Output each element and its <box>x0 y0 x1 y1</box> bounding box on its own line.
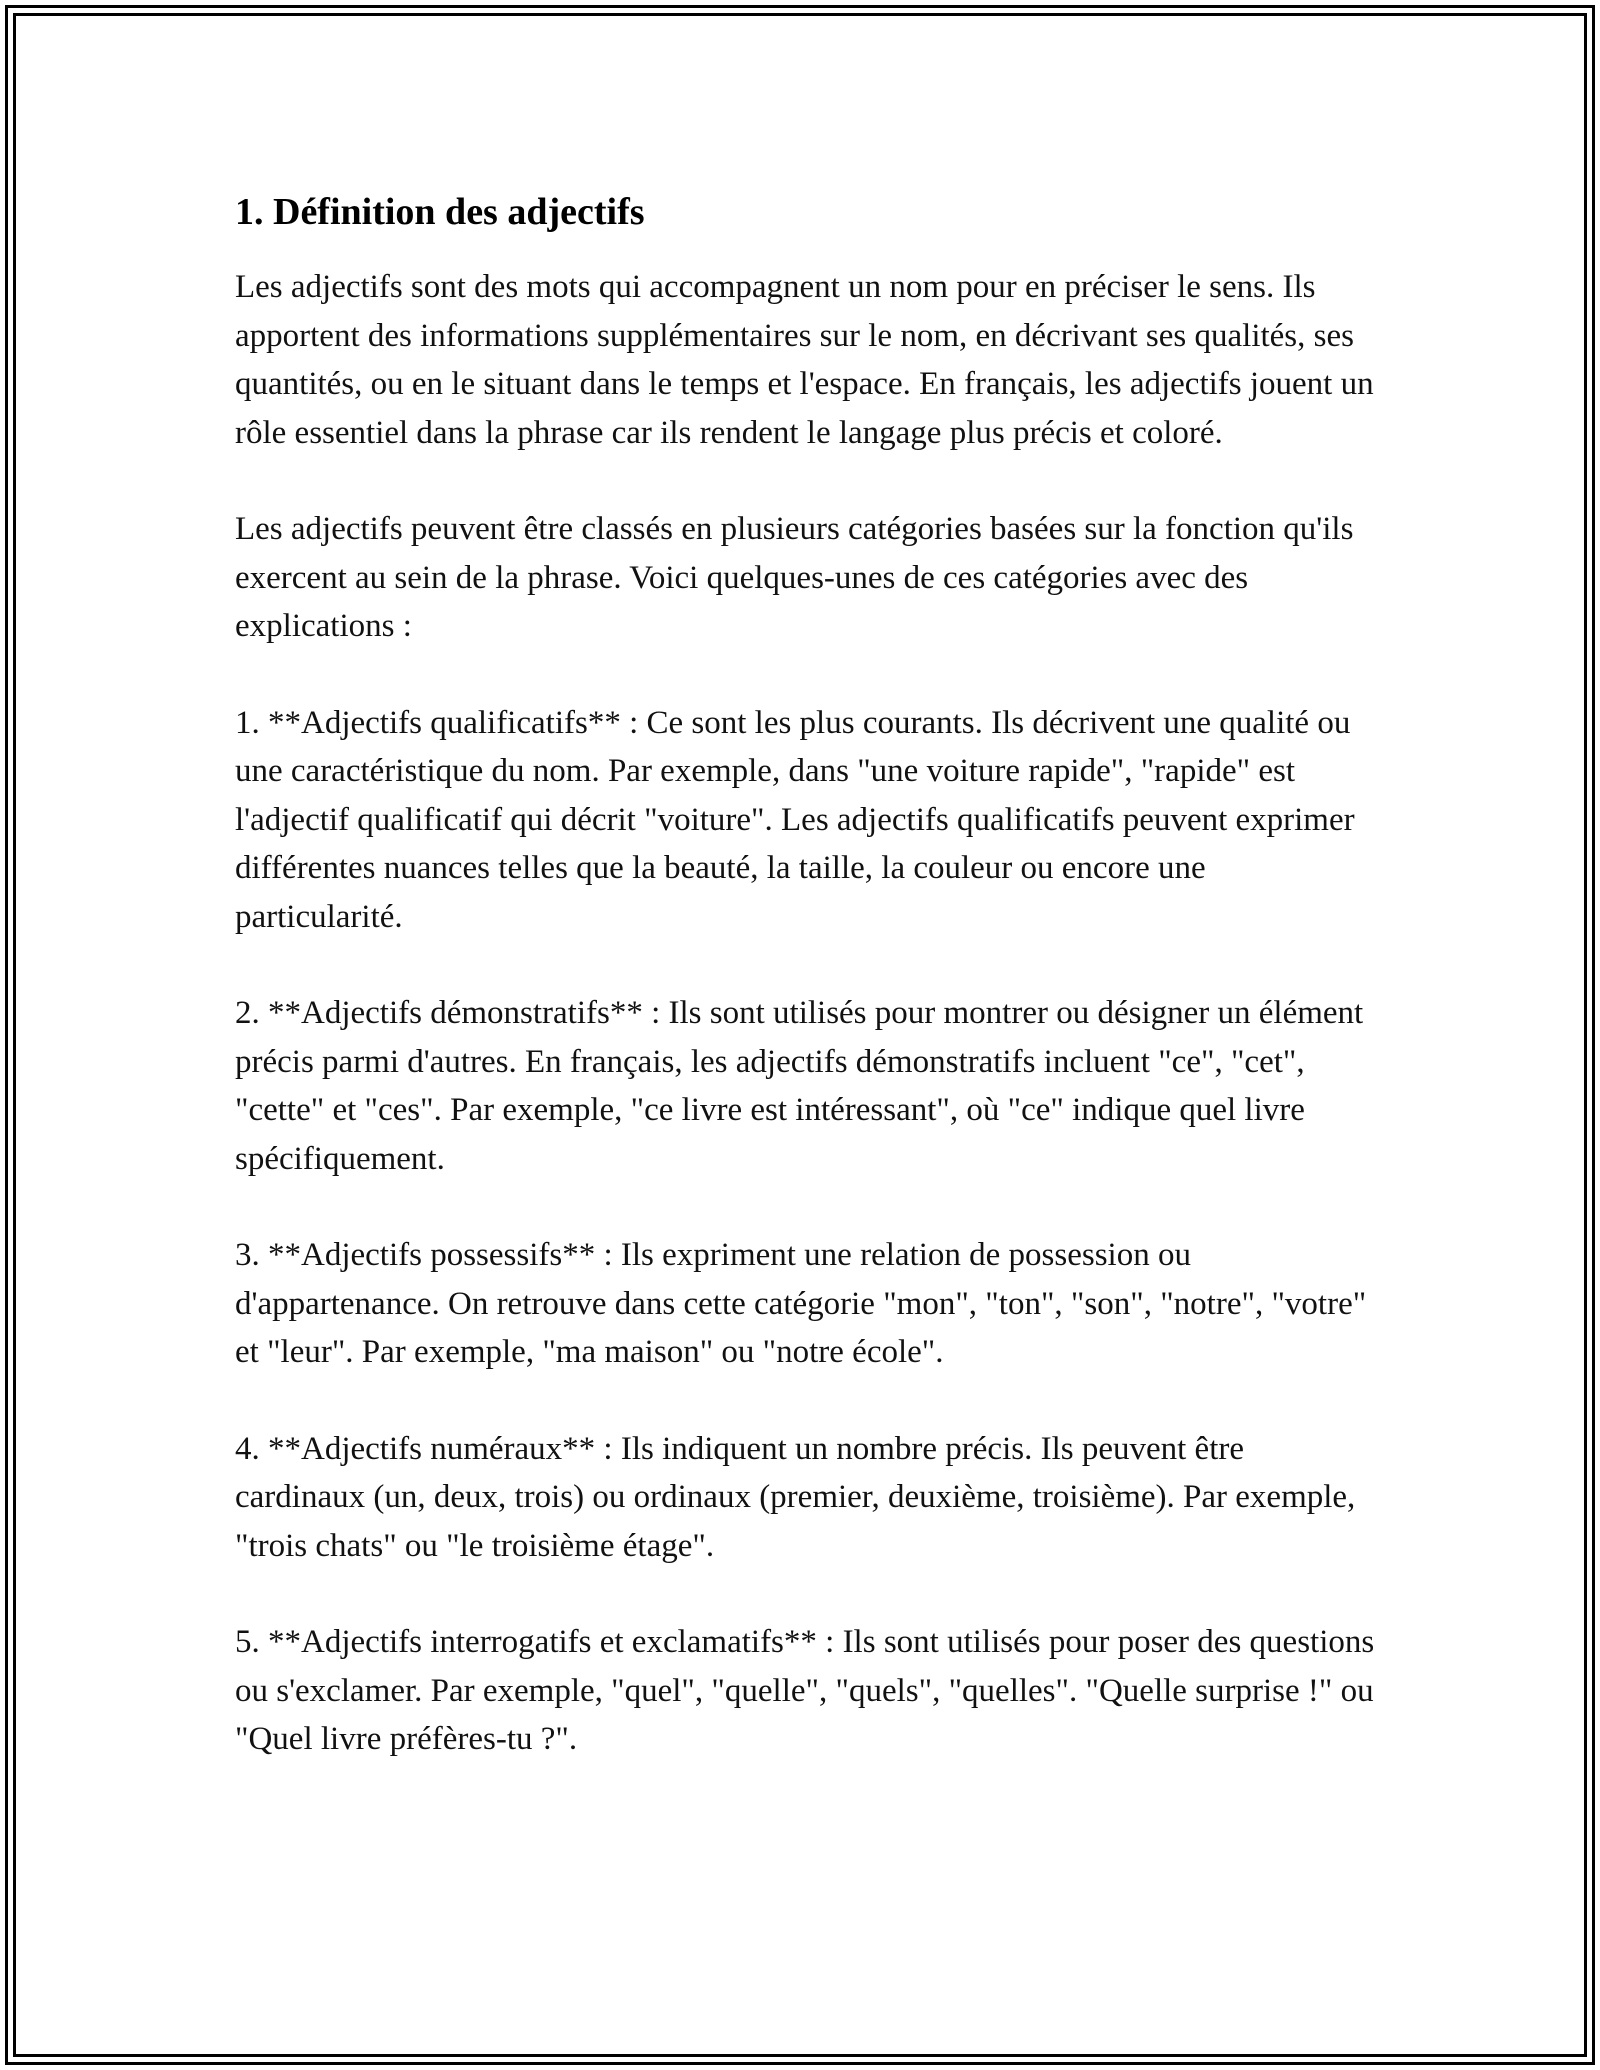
paragraph-categories-intro: Les adjectifs peuvent être classés en plusieurs catégories basées sur la fonction qu'ils exercent au sein de la phrase. Voici quelques-unes de ces catégories avec des explications : <box>235 511 1354 644</box>
paragraph-demonstratifs: 2. **Adjectifs démonstratifs** : Ils sont utilisés pour montrer ou désigner un élément précis parmi d'autres. En français, les adjectifs démonstratifs incluent "ce", "cet", "cette" et "ces". Par exemple, "ce livre est intéressant", où "ce" indique quel livre spécifiquement. <box>235 995 1364 1177</box>
paragraph-numeraux: 4. **Adjectifs numéraux** : Ils indiquent un nombre précis. Ils peuvent être cardinaux (un, deux, trois) ou ordinaux (premier, deuxième, troisième). Par exemple, "trois chats" ou "le troisième étage". <box>235 1430 1356 1564</box>
paragraph-possessifs: 3. **Adjectifs possessifs** : Ils expriment une relation de possession ou d'appartenance. On retrouve dans cette catégorie "mon", "ton", "son", "notre", "votre" et "leur". Par exemple, "ma maison" ou "notre école". <box>235 1237 1367 1370</box>
section-heading: 1. Définition des adjectifs <box>235 191 645 233</box>
document-body <box>235 186 1375 1812</box>
paragraph-interrogatifs: 5. **Adjectifs interrogatifs et exclamatifs** : Ils sont utilisés pour poser des questions ou s'exclamer. Par exemple, "quel", "quelle", "quels", "quelles". "Quelle surprise !" ou "Quel livre préfères-tu ?". <box>235 1624 1375 1757</box>
paragraph-definition: Les adjectifs sont des mots qui accompagnent un nom pour en préciser le sens. Ils apportent des informations supplémentaires sur le nom, en décrivant ses qualités, ses quantités, ou en le situant dans le temps et l'espace. En français, les adjectifs jouent un rôle essentiel dans la phrase car ils rendent le langage plus précis et coloré. <box>235 269 1374 451</box>
paragraph-qualificatifs: 1. **Adjectifs qualificatifs** : Ce sont les plus courants. Ils décrivent une qualité ou une caractéristique du nom. Par exemple, dans "une voiture rapide", "rapide" est l'adjectif qualificatif qui décrit "voiture". Les adjectifs qualificatifs peuvent exprimer différentes nuances telles que la beauté, la taille, la couleur ou encore une particularité. <box>235 704 1355 935</box>
